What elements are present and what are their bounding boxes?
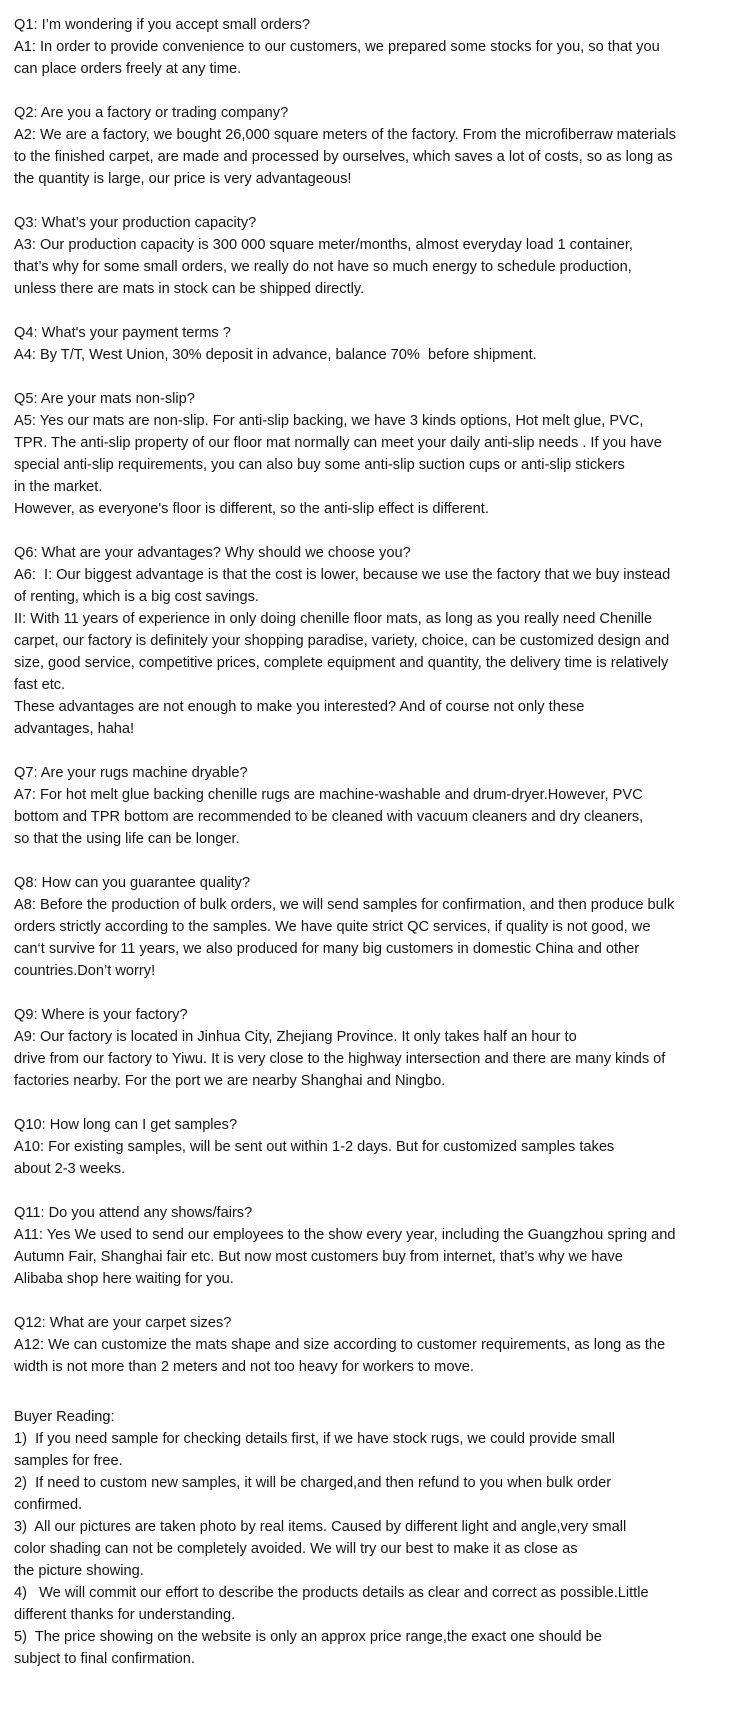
faq-item-q11 <box>14 1202 750 1290</box>
faq-answer-line: orders strictly according to the samples. We have quite strict QC services, if quality is not good, we <box>14 919 651 935</box>
faq-question: Q3: What’s your production capacity? <box>14 215 257 231</box>
faq-answer-line: that’s why for some small orders, we really do not have so much energy to schedule production, <box>14 259 632 275</box>
faq-item-q3 <box>14 212 750 300</box>
faq-answer-line: advantages, haha! <box>14 721 135 737</box>
buyer-reading-item-5: 5) The price showing on the website is only an approx price range,the exact one should be <box>14 1629 602 1645</box>
faq-answer-line: A9: Our factory is located in Jinhua City, Zhejiang Province. It only takes half an hour to <box>14 1029 577 1045</box>
faq-item-q6 <box>14 542 750 740</box>
faq-question: Q4: What's your payment terms ? <box>14 325 231 341</box>
faq-item-q9 <box>14 1004 750 1092</box>
faq-answer-line: A1: In order to provide convenience to our customers, we prepared some stocks for you, so that you <box>14 39 660 55</box>
buyer-reading-item-3: 3) All our pictures are taken photo by real items. Caused by different light and angle,very small <box>14 1519 627 1535</box>
faq-answer-line: special anti-slip requirements, you can also buy some anti-slip suction cups or anti-slip stickers <box>14 457 625 473</box>
faq-answer-line: unless there are mats in stock can be shipped directly. <box>14 281 365 297</box>
faq-item-q8 <box>14 872 750 982</box>
buyer-reading-item-2: 2) If need to custom new samples, it will be charged,and then refund to you when bulk order <box>14 1475 612 1491</box>
faq-question: Q1: I’m wondering if you accept small orders? <box>14 17 311 33</box>
faq-question: Q12: What are your carpet sizes? <box>14 1315 232 1331</box>
faq-question: Q10: How long can I get samples? <box>14 1117 238 1133</box>
buyer-reading-item-2: confirmed. <box>14 1497 83 1513</box>
faq-answer-line: so that the using life can be longer. <box>14 831 240 847</box>
faq-answer-line: can‘t survive for 11 years, we also produced for many big customers in domestic China and other <box>14 941 640 957</box>
faq-answer-line: width is not more than 2 meters and not too heavy for workers to move. <box>14 1359 474 1375</box>
faq-answer-line: in the market. <box>14 479 103 495</box>
buyer-reading-title: Buyer Reading: <box>14 1409 115 1425</box>
faq-answer-line: A12: We can customize the mats shape and size according to customer requirements, as long as the <box>14 1337 666 1353</box>
faq-answer-line: A11: Yes We used to send our employees to the show every year, including the Guangzhou spring and <box>14 1227 676 1243</box>
faq-answer-line: carpet, our factory is definitely your shopping paradise, variety, choice, can be customized design and <box>14 633 670 649</box>
faq-answer-line: These advantages are not enough to make you interested? And of course not only these <box>14 699 585 715</box>
faq-answer-line: countries.Don’t worry! <box>14 963 156 979</box>
faq-answer-line: II: With 11 years of experience in only doing chenille floor mats, as long as you really need Chenille <box>14 611 653 627</box>
buyer-reading-item-4: different thanks for understanding. <box>14 1607 236 1623</box>
buyer-reading-item-1: samples for free. <box>14 1453 123 1469</box>
faq-answer-line: bottom and TPR bottom are recommended to be cleaned with vacuum cleaners and dry cleaners, <box>14 809 644 825</box>
faq-item-q1 <box>14 14 750 80</box>
faq-content <box>14 14 750 1692</box>
faq-answer-line: A8: Before the production of bulk orders, we will send samples for confirmation, and then produce bulk <box>14 897 675 913</box>
faq-answer-line: of renting, which is a big cost savings. <box>14 589 259 605</box>
faq-answer-line: can place orders freely at any time. <box>14 61 242 77</box>
faq-question: Q5: Are your mats non-slip? <box>14 391 195 407</box>
buyer-reading-item-3: the picture showing. <box>14 1563 144 1579</box>
faq-question: Q7: Are your rugs machine dryable? <box>14 765 248 781</box>
faq-answer-line: A6: I: Our biggest advantage is that the cost is lower, because we use the factory that we buy instead <box>14 567 671 583</box>
buyer-reading-item-3: color shading can not be completely avoided. We will try our best to make it as close as <box>14 1541 578 1557</box>
buyer-reading-item-4: 4) We will commit our effort to describe the products details as clear and correct as possible.Little <box>14 1585 649 1601</box>
faq-item-q2 <box>14 102 750 190</box>
faq-item-q7 <box>14 762 750 850</box>
faq-answer-line: A5: Yes our mats are non-slip. For anti-slip backing, we have 3 kinds options, Hot melt glue, PVC, <box>14 413 644 429</box>
faq-answer-line: the quantity is large, our price is very advantageous! <box>14 171 352 187</box>
faq-answer-line: A4: By T/T, West Union, 30% deposit in advance, balance 70% before shipment. <box>14 347 537 363</box>
buyer-reading-item-1: 1) If you need sample for checking details first, if we have stock rugs, we could provide small <box>14 1431 616 1447</box>
faq-answer-line: fast etc. <box>14 677 66 693</box>
faq-answer-line: size, good service, competitive prices, complete equipment and quantity, the delivery time is relatively <box>14 655 669 671</box>
buyer-reading-item-5: subject to final confirmation. <box>14 1651 195 1667</box>
faq-question: Q9: Where is your factory? <box>14 1007 188 1023</box>
faq-answer-line: A2: We are a factory, we bought 26,000 square meters of the factory. From the microfiberraw materials <box>14 127 676 143</box>
faq-answer-line: about 2-3 weeks. <box>14 1161 126 1177</box>
buyer-reading <box>14 1406 750 1670</box>
faq-answer-line: to the finished carpet, are made and processed by ourselves, which saves a lot of costs, so as long as <box>14 149 673 165</box>
faq-item-q12 <box>14 1312 750 1378</box>
faq-question: Q11: Do you attend any shows/fairs? <box>14 1205 253 1221</box>
faq-answer-line: drive from our factory to Yiwu. It is very close to the highway intersection and there are many kinds of <box>14 1051 666 1067</box>
faq-answer-line: factories nearby. For the port we are nearby Shanghai and Ningbo. <box>14 1073 446 1089</box>
faq-answer-line: A7: For hot melt glue backing chenille rugs are machine-washable and drum-dryer.However, PVC <box>14 787 643 803</box>
faq-item-q4 <box>14 322 750 366</box>
faq-answer-line: A10: For existing samples, will be sent out within 1-2 days. But for customized samples takes <box>14 1139 615 1155</box>
faq-item-q10 <box>14 1114 750 1180</box>
faq-question: Q8: How can you guarantee quality? <box>14 875 251 891</box>
faq-answer-line: A3: Our production capacity is 300 000 square meter/months, almost everyday load 1 container, <box>14 237 633 253</box>
faq-answer-line: TPR. The anti-slip property of our floor mat normally can meet your daily anti-slip needs . If you have <box>14 435 662 451</box>
faq-question: Q2: Are you a factory or trading company? <box>14 105 289 121</box>
faq-answer-line: Alibaba shop here waiting for you. <box>14 1271 234 1287</box>
faq-item-q5 <box>14 388 750 520</box>
faq-answer-line: However, as everyone's floor is different, so the anti-slip effect is different. <box>14 501 489 517</box>
faq-question: Q6: What are your advantages? Why should we choose you? <box>14 545 411 561</box>
faq-answer-line: Autumn Fair, Shanghai fair etc. But now most customers buy from internet, that’s why we have <box>14 1249 623 1265</box>
